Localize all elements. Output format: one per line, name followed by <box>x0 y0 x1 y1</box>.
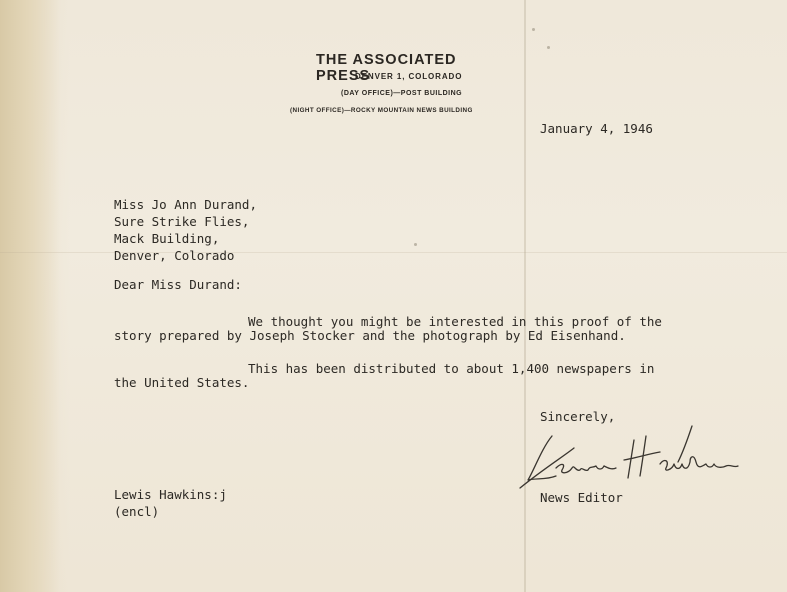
paper-speck <box>414 243 417 246</box>
signer-title: News Editor <box>540 490 623 505</box>
letterhead-night-office: (NIGHT OFFICE)—ROCKY MOUNTAIN NEWS BUILDING <box>290 107 473 114</box>
recipient-address <box>114 196 257 264</box>
recipient-city: Denver, Colorado <box>114 248 235 263</box>
fold-line-vertical <box>524 0 526 592</box>
paper-speck <box>532 28 535 31</box>
letter-date: January 4, 1946 <box>540 121 653 136</box>
paper-edge <box>0 0 60 592</box>
typist-initials: Lewis Hawkins:j <box>114 487 227 502</box>
handwritten-signature <box>512 418 752 498</box>
letterhead-day-office: (DAY OFFICE)—POST BUILDING <box>341 90 463 97</box>
letterhead-city: DENVER 1, COLORADO <box>355 72 463 81</box>
closing: Sincerely, <box>540 409 616 424</box>
salutation: Dear Miss Durand: <box>114 277 242 292</box>
enclosure-note: (encl) <box>114 504 160 519</box>
paragraph2-line2: the United States. <box>114 375 250 390</box>
paragraph1-line2: story prepared by Joseph Stocker and the photograph by Ed Eisenhand. <box>114 328 626 343</box>
letterhead-org: THE ASSOCIATED PRESS <box>316 52 457 84</box>
paper-speck <box>547 46 550 49</box>
paragraph1-line1: We thought you might be interested in this proof of the <box>248 314 662 329</box>
recipient-building: Mack Building, <box>114 231 220 246</box>
recipient-name: Miss Jo Ann Durand, <box>114 197 257 212</box>
paragraph2-line1: This has been distributed to about 1,400 newspapers in <box>248 361 655 376</box>
recipient-company: Sure Strike Flies, <box>114 214 250 229</box>
